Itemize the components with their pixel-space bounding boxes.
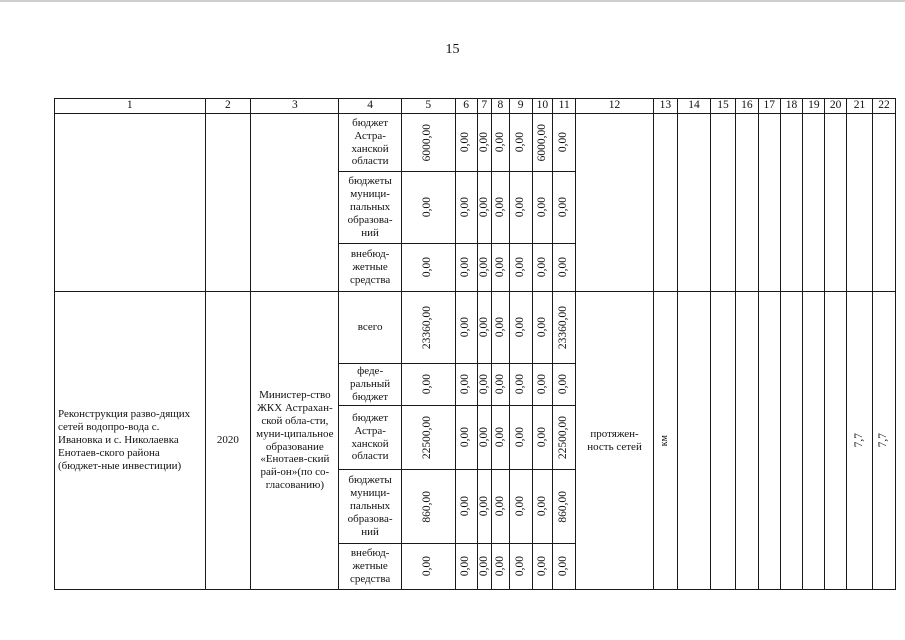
value-text: 860,00 <box>421 490 434 523</box>
empty-cell <box>735 114 758 292</box>
funding-source: внебюд-жетные средства <box>339 244 401 292</box>
value-cell <box>492 544 510 590</box>
value-text: 0,00 <box>459 496 472 517</box>
unit-cell <box>653 114 677 292</box>
table-row <box>55 114 896 172</box>
value-text: 0,00 <box>459 257 472 278</box>
value-cell <box>477 470 492 544</box>
value-text: 0,00 <box>535 317 548 338</box>
value-cell <box>477 114 492 172</box>
value-cell <box>401 544 455 590</box>
header-cell: 17 <box>758 99 780 114</box>
value-cell <box>401 364 455 406</box>
value-cell <box>509 114 532 172</box>
value-text: 0,00 <box>477 556 490 577</box>
value-cell <box>532 364 553 406</box>
value-text: 0,00 <box>557 132 570 153</box>
value-text: 0,00 <box>459 556 472 577</box>
value-cell <box>553 364 576 406</box>
value-cell <box>509 544 532 590</box>
header-cell: 15 <box>711 99 736 114</box>
header-cell: 8 <box>492 99 510 114</box>
header-cell: 12 <box>576 99 654 114</box>
value-cell <box>455 292 477 364</box>
page-number: 15 <box>445 42 460 57</box>
value-text: 0,00 <box>459 374 472 395</box>
funding-source: бюджеты муници-пальных образова-ний <box>339 172 401 244</box>
header-cell: 11 <box>553 99 576 114</box>
value-text: 23360,00 <box>421 305 434 350</box>
value-cell <box>492 292 510 364</box>
value-cell <box>455 364 477 406</box>
value-text: 0,00 <box>421 556 434 577</box>
value-cell <box>532 406 553 470</box>
value-cell <box>553 172 576 244</box>
header-cell: 1 <box>55 99 206 114</box>
empty-cell <box>711 292 736 590</box>
value-text: 0,00 <box>459 427 472 448</box>
value-cell <box>492 244 510 292</box>
header-cell: 13 <box>653 99 677 114</box>
value-text: 0,00 <box>477 317 490 338</box>
funding-source: всего <box>339 292 401 364</box>
value-text: 0,00 <box>513 197 526 218</box>
value-cell <box>477 172 492 244</box>
header-cell: 18 <box>780 99 803 114</box>
indicator-cell <box>576 114 654 292</box>
empty-cell <box>803 114 825 292</box>
funding-source: бюджет Астра-ханской области <box>339 406 401 470</box>
empty-cell <box>825 292 847 590</box>
value-cell <box>553 544 576 590</box>
value-text: 0,00 <box>493 556 506 577</box>
funding-source: бюджет Астра-ханской области <box>339 114 401 172</box>
item-executor-cell <box>251 114 339 292</box>
header-cell: 20 <box>825 99 847 114</box>
value-cell <box>401 292 455 364</box>
value-text: 0,00 <box>513 374 526 395</box>
value-cell <box>532 172 553 244</box>
value-cell <box>401 172 455 244</box>
value-text: 0,00 <box>557 257 570 278</box>
header-cell: 21 <box>847 99 873 114</box>
funding-source: бюджеты муници-пальных образова-ний <box>339 470 401 544</box>
header-cell: 5 <box>401 99 455 114</box>
value-text: 0,00 <box>493 374 506 395</box>
value-cell <box>492 364 510 406</box>
value-cell <box>532 114 553 172</box>
empty-cell <box>677 114 710 292</box>
value-cell <box>455 114 477 172</box>
value-text: 6000,00 <box>421 123 434 162</box>
value-text: 0,00 <box>535 197 548 218</box>
empty-cell <box>780 114 803 292</box>
empty-cell <box>825 114 847 292</box>
value-cell <box>553 470 576 544</box>
value-cell <box>401 470 455 544</box>
funding-source: феде-ральный бюджет <box>339 364 401 406</box>
value-text: 0,00 <box>421 257 434 278</box>
value-text: 0,00 <box>557 197 570 218</box>
value-text: 0,00 <box>493 197 506 218</box>
value-cell <box>492 406 510 470</box>
value-cell <box>509 244 532 292</box>
program-table <box>54 98 896 590</box>
col21-cell <box>847 292 873 590</box>
value-text: 0,00 <box>477 132 490 153</box>
value-cell <box>509 470 532 544</box>
header-cell: 2 <box>205 99 251 114</box>
value-text: 0,00 <box>493 427 506 448</box>
value-text: 22500,00 <box>421 415 434 460</box>
value-cell <box>455 470 477 544</box>
value-cell <box>509 172 532 244</box>
value-cell <box>492 172 510 244</box>
value-cell <box>553 244 576 292</box>
value-text: 0,00 <box>493 132 506 153</box>
value-text: 0,00 <box>459 317 472 338</box>
value-cell <box>455 406 477 470</box>
value-text: 0,00 <box>513 132 526 153</box>
value-text: 0,00 <box>493 496 506 517</box>
value-text: 0,00 <box>477 374 490 395</box>
header-cell: 4 <box>339 99 401 114</box>
value-text: 0,00 <box>459 197 472 218</box>
header-row <box>55 99 896 114</box>
value-cell <box>553 114 576 172</box>
empty-cell <box>758 114 780 292</box>
value-text: 0,00 <box>557 374 570 395</box>
value-text: 6000,00 <box>535 123 548 162</box>
value-cell <box>509 406 532 470</box>
value-cell <box>455 172 477 244</box>
value-text: 0,00 <box>513 496 526 517</box>
value-text: 0,00 <box>513 427 526 448</box>
header-cell: 6 <box>455 99 477 114</box>
value-text: 0,00 <box>421 197 434 218</box>
value-text: 860,00 <box>557 490 570 523</box>
value-text: 0,00 <box>513 317 526 338</box>
value-cell <box>532 470 553 544</box>
value-cell <box>532 544 553 590</box>
item-name: Реконструкция разво-дящих сетей водопро-вода с. Ивановка и с. Николаевка Енотаев-ского района (бюджет-ные инвестиции) <box>55 292 206 590</box>
value-cell <box>553 406 576 470</box>
value-cell <box>401 406 455 470</box>
empty-cell <box>677 292 710 590</box>
empty-cell <box>780 292 803 590</box>
item-name-cell <box>55 114 206 292</box>
header-cell: 19 <box>803 99 825 114</box>
col22-value: 7,7 <box>877 433 890 448</box>
value-text: 0,00 <box>535 257 548 278</box>
value-text: 0,00 <box>477 197 490 218</box>
funding-source: внебюд-жетные средства <box>339 544 401 590</box>
value-text: 0,00 <box>493 257 506 278</box>
value-cell <box>401 244 455 292</box>
empty-cell <box>735 292 758 590</box>
item-executor: Министер-ство ЖКХ Астрахан-ской обла-сти, муни-ципальное образование «Енотаев-ский рай-он»(по со-гласованию) <box>251 292 339 590</box>
item-year: 2020 <box>205 292 251 590</box>
value-text: 0,00 <box>477 496 490 517</box>
value-text: 0,00 <box>535 496 548 517</box>
empty-cell <box>872 114 895 292</box>
value-text: 0,00 <box>477 427 490 448</box>
header-cell: 7 <box>477 99 492 114</box>
value-text: 0,00 <box>477 257 490 278</box>
value-cell <box>532 244 553 292</box>
col22-cell <box>872 292 895 590</box>
empty-cell <box>758 292 780 590</box>
value-text: 0,00 <box>535 374 548 395</box>
header-cell: 22 <box>872 99 895 114</box>
value-text: 0,00 <box>513 257 526 278</box>
item-year-cell <box>205 114 251 292</box>
indicator: протяжен-ность сетей <box>576 292 654 590</box>
value-text: 0,00 <box>493 317 506 338</box>
header-cell: 14 <box>677 99 710 114</box>
value-cell <box>401 114 455 172</box>
value-cell <box>509 364 532 406</box>
value-cell <box>477 364 492 406</box>
unit-text: км <box>659 434 671 447</box>
value-text: 0,00 <box>557 556 570 577</box>
value-cell <box>509 292 532 364</box>
value-cell <box>477 406 492 470</box>
value-cell <box>532 292 553 364</box>
value-text: 0,00 <box>535 556 548 577</box>
empty-cell <box>711 114 736 292</box>
col21-value: 7,7 <box>852 433 865 448</box>
value-text: 22500,00 <box>557 415 570 460</box>
value-cell <box>477 244 492 292</box>
value-cell <box>477 292 492 364</box>
value-cell <box>492 470 510 544</box>
unit-cell <box>653 292 677 590</box>
empty-cell <box>803 292 825 590</box>
header-cell: 9 <box>509 99 532 114</box>
value-cell <box>492 114 510 172</box>
value-text: 0,00 <box>421 374 434 395</box>
value-text: 0,00 <box>459 132 472 153</box>
header-cell: 10 <box>532 99 553 114</box>
value-cell <box>477 544 492 590</box>
value-cell <box>455 544 477 590</box>
header-cell: 3 <box>251 99 339 114</box>
table-row <box>55 292 896 364</box>
empty-cell <box>847 114 873 292</box>
header-cell: 16 <box>735 99 758 114</box>
value-text: 0,00 <box>535 427 548 448</box>
value-text: 23360,00 <box>557 305 570 350</box>
value-text: 0,00 <box>513 556 526 577</box>
value-cell <box>455 244 477 292</box>
value-cell <box>553 292 576 364</box>
top-rule <box>0 0 905 2</box>
